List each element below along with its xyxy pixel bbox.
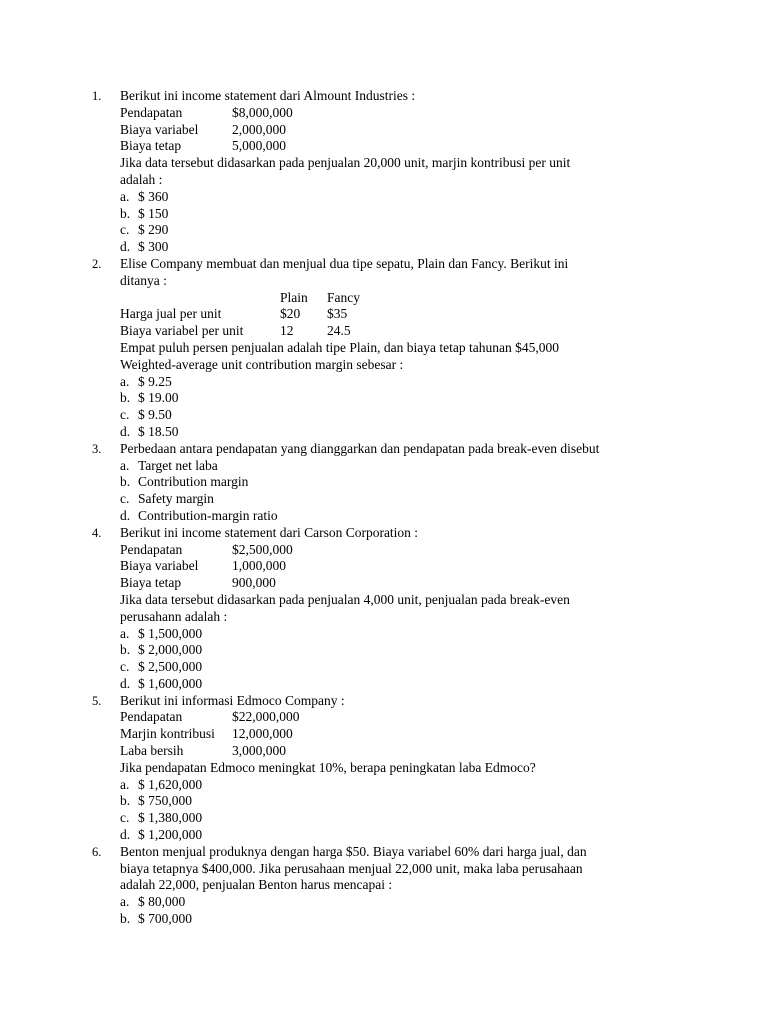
- table-row: Harga jual per unit $20 $35: [120, 306, 348, 322]
- question-6: [92, 844, 692, 928]
- answer-option: a. $ 80,000: [120, 894, 186, 910]
- question-intro: Berikut ini informasi Edmoco Company :: [120, 692, 345, 708]
- answer-option: b. $ 150: [120, 205, 169, 221]
- table-row: Biaya variabel per unit 12 24.5: [120, 323, 351, 339]
- answer-option: a. $ 1,620,000: [120, 776, 203, 792]
- answer-option: c. $ 9.50: [120, 407, 172, 423]
- table-header: Plain Fancy: [280, 289, 360, 305]
- statement-row: Marjin kontribusi 12,000,000: [120, 726, 293, 742]
- question-intro: Berikut ini income statement dari Carson Corporation :: [120, 524, 419, 540]
- question-intro: Berikut ini income statement dari Almount Industries :: [120, 88, 416, 103]
- question-list: [92, 88, 692, 928]
- answer-option: d. $ 1,200,000: [120, 827, 203, 843]
- question-intro: adalah 22,000, penjualan Benton harus mencapai :: [120, 877, 393, 893]
- statement-row: Pendapatan $8,000,000: [120, 104, 293, 120]
- statement-row: Pendapatan $22,000,000: [120, 709, 300, 725]
- statement-row: Biaya variabel 2,000,000: [120, 121, 286, 137]
- answer-option: a. $ 1,500,000: [120, 625, 203, 641]
- question-5: [92, 693, 692, 844]
- question-3: [92, 441, 692, 525]
- question-text: Jika data tersebut didasarkan pada penjualan 20,000 unit, marjin kontribusi per unit: [120, 155, 571, 171]
- answer-option: a. $ 9.25: [120, 373, 172, 389]
- question-intro: Perbedaan antara pendapatan yang dianggarkan dan pendapatan pada break-even disebut: [120, 440, 600, 456]
- answer-option: c. Safety margin: [120, 491, 214, 507]
- statement-row: Laba bersih 3,000,000: [120, 743, 286, 759]
- question-number: 4.: [92, 525, 102, 540]
- answer-option: d. $ 1,600,000: [120, 675, 203, 691]
- statement-row: Pendapatan $2,500,000: [120, 541, 293, 557]
- answer-option: c. $ 1,380,000: [120, 810, 203, 826]
- question-intro: biaya tetapnya $400,000. Jika perusahaan menjual 22,000 unit, maka laba perusahaan: [120, 860, 583, 876]
- question-number: 3.: [92, 441, 102, 456]
- answer-option: b. Contribution margin: [120, 474, 249, 490]
- answer-option: d. $ 18.50: [120, 423, 179, 439]
- statement-row: Biaya tetap 5,000,000: [120, 138, 286, 154]
- question-intro: Elise Company membuat dan menjual dua tipe sepatu, Plain dan Fancy. Berikut ini: [120, 255, 569, 271]
- statement-row: Biaya variabel 1,000,000: [120, 558, 286, 574]
- question-number: 1.: [92, 89, 102, 103]
- answer-option: a. Target net laba: [120, 457, 218, 473]
- answer-option: b. $ 19.00: [120, 390, 179, 406]
- question-text: perusahann adalah :: [120, 608, 228, 624]
- question-text: adalah :: [120, 171, 163, 187]
- answer-option: b. $ 750,000: [120, 793, 192, 809]
- question-text: Weighted-average unit contribution margin sebesar :: [120, 356, 404, 372]
- question-text: Empat puluh persen penjualan adalah tipe Plain, dan biaya tetap tahunan $45,000: [120, 339, 559, 355]
- answer-option: d. Contribution-margin ratio: [120, 507, 278, 523]
- answer-option: c. $ 290: [120, 222, 169, 238]
- answer-option: d. $ 300: [120, 239, 169, 255]
- question-2: [92, 256, 692, 441]
- question-number: 5.: [92, 693, 102, 708]
- question-1: [92, 88, 692, 256]
- answer-option: b. $ 700,000: [120, 911, 192, 927]
- question-intro: Benton menjual produknya dengan harga $50. Biaya variabel 60% dari harga jual, dan: [120, 843, 587, 859]
- question-number: 2.: [92, 256, 102, 271]
- answer-option: c. $ 2,500,000: [120, 659, 203, 675]
- question-intro: ditanya :: [120, 272, 167, 288]
- question-4: [92, 525, 692, 693]
- answer-option: a. $ 360: [120, 188, 169, 204]
- question-text: Jika data tersebut didasarkan pada penjualan 4,000 unit, penjualan pada break-even: [120, 591, 570, 607]
- question-text: Jika pendapatan Edmoco meningkat 10%, berapa peningkatan laba Edmoco?: [120, 759, 536, 775]
- question-number: 6.: [92, 844, 102, 859]
- statement-row: Biaya tetap 900,000: [120, 575, 276, 591]
- answer-option: b. $ 2,000,000: [120, 642, 203, 658]
